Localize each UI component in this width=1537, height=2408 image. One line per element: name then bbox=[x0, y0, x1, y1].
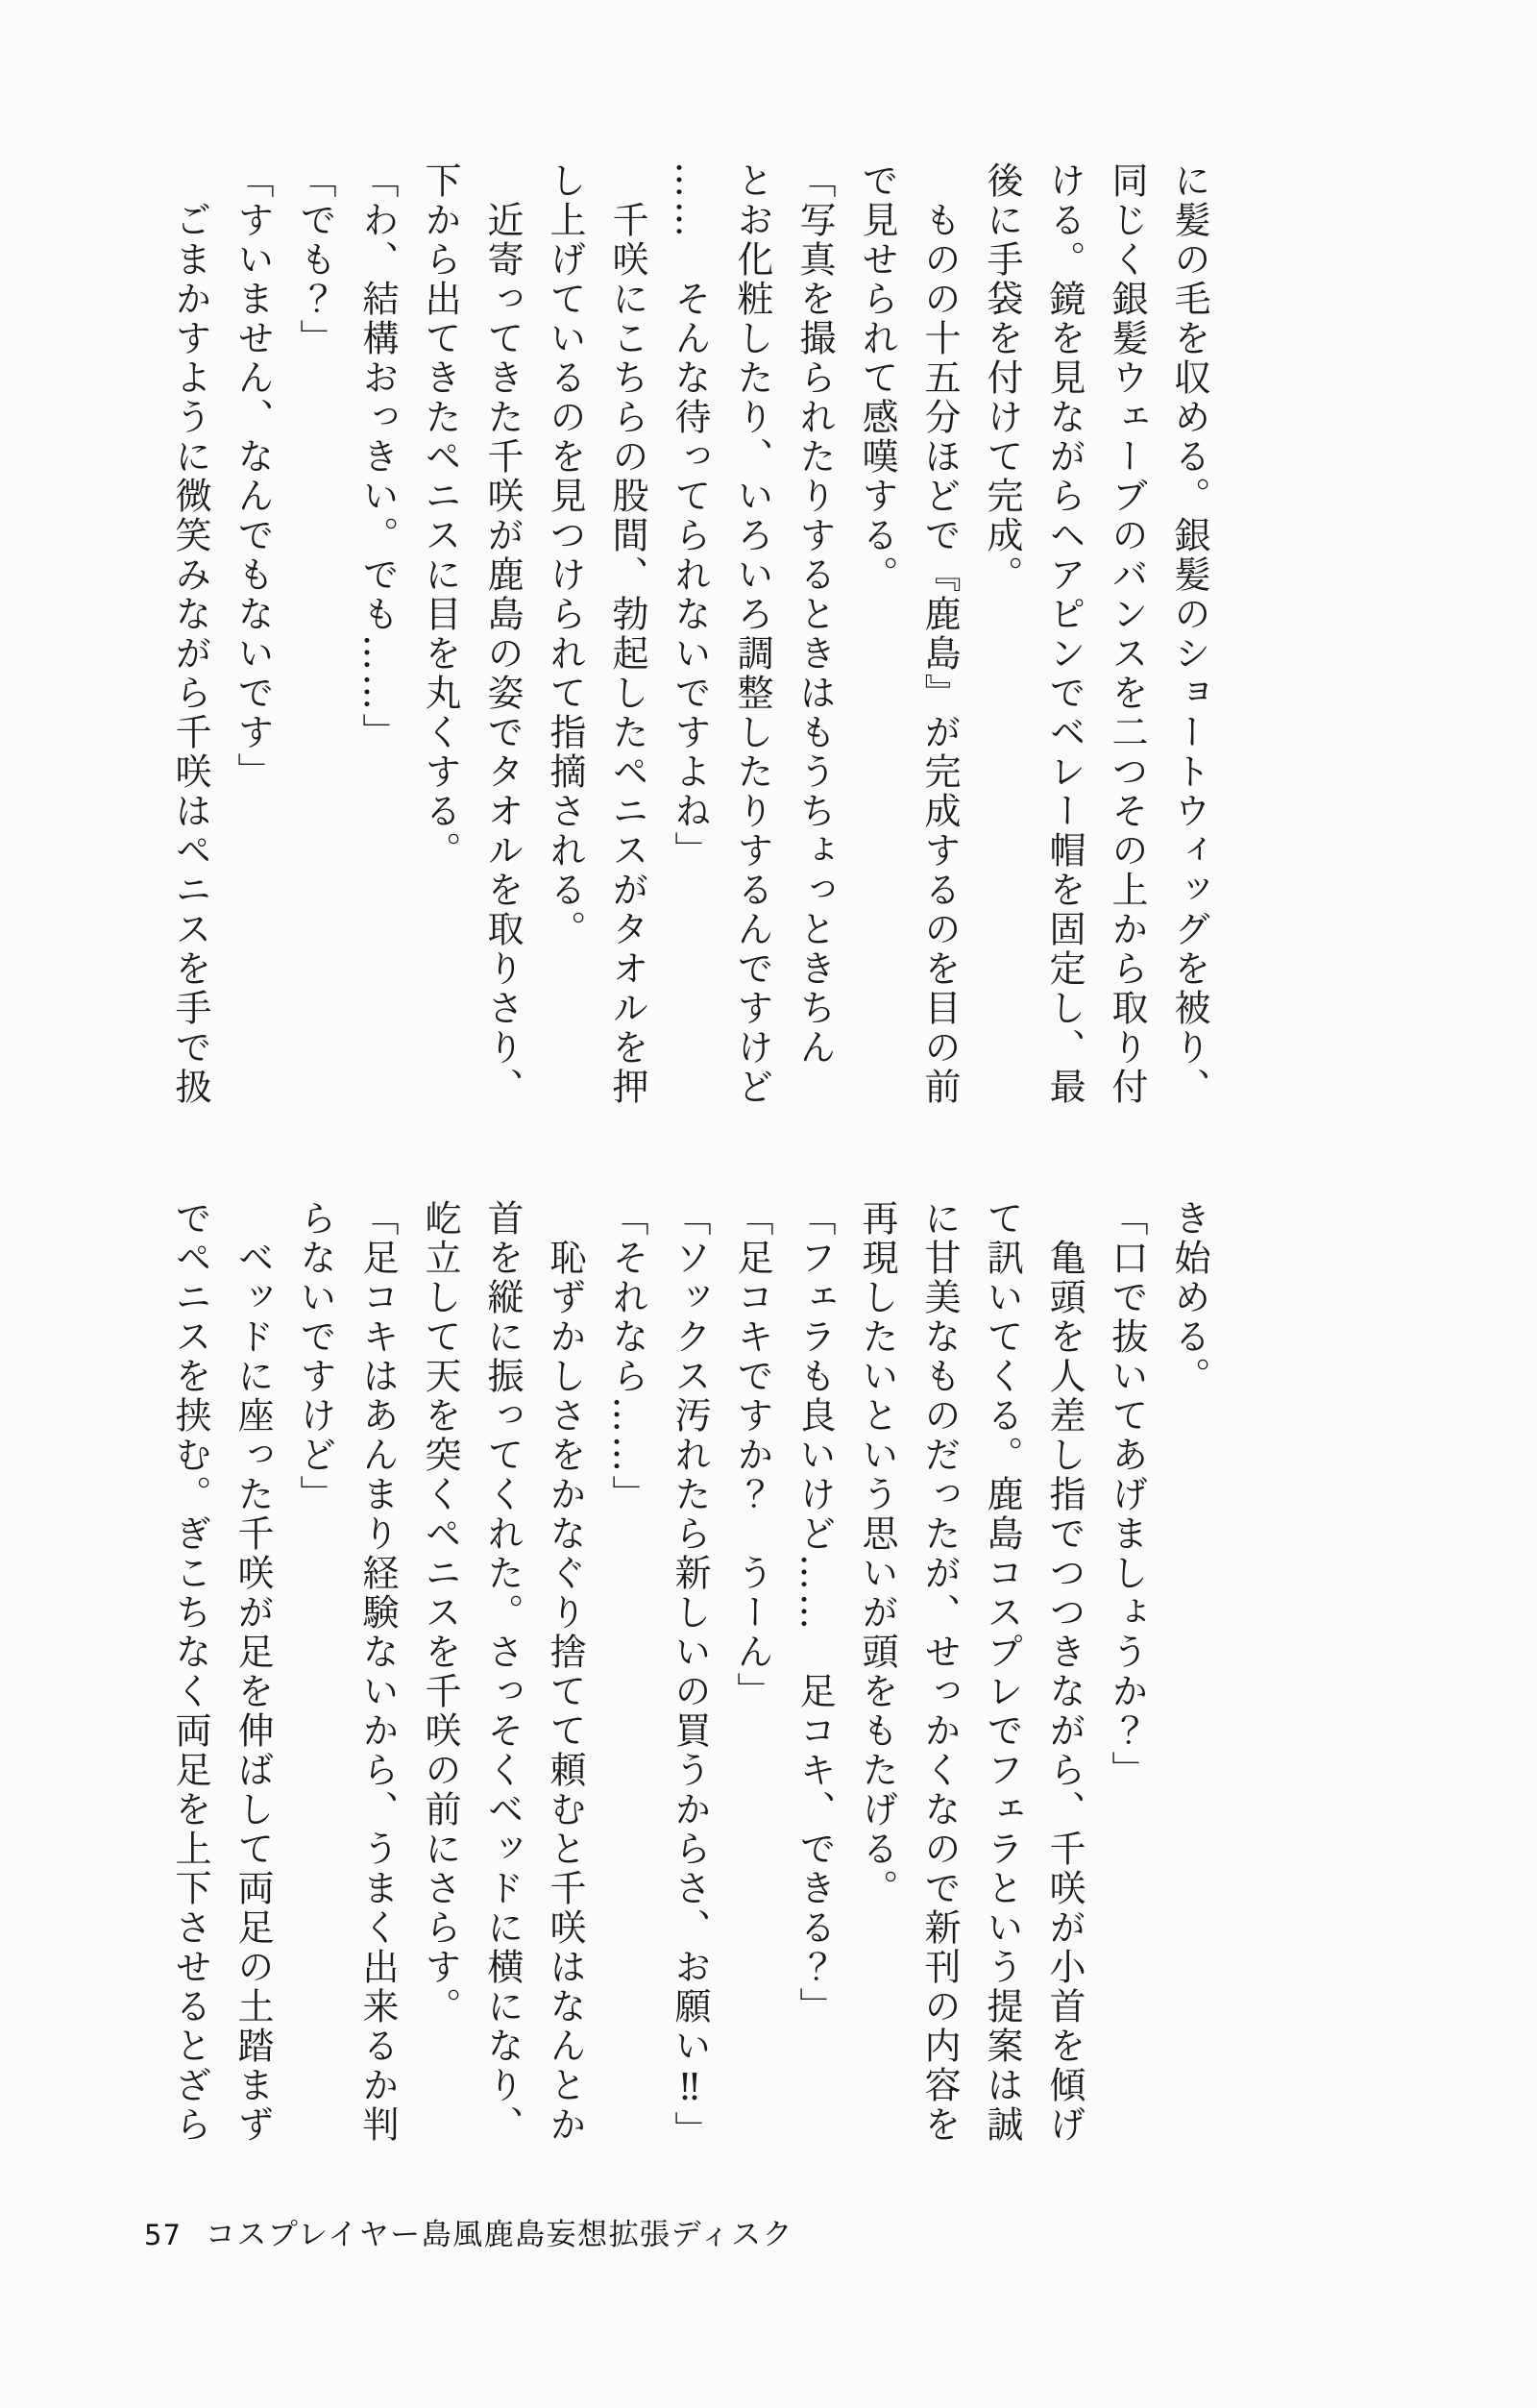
text-line: て訊いてくる。鹿島コスプレでフェラという提案は誠 bbox=[981, 1199, 1023, 2145]
page-number: 57 bbox=[144, 2219, 182, 2251]
text-line: とお化粧したり、いろいろ調整したりするんですけど bbox=[731, 161, 773, 1107]
text-line: 後に手袋を付けて完成。 bbox=[981, 161, 1023, 595]
text-line: 屹立して天を突くペニスを千咲の前にさらす。 bbox=[419, 1199, 461, 2027]
text-line: ける。鏡を見ながらヘアピンでベレー帽を固定し、最 bbox=[1043, 161, 1086, 1107]
text-line: 亀頭を人差し指でつつきながら、千咲が小首を傾げ bbox=[1043, 1199, 1086, 2145]
text-line: 「写真を撮られたりするときはもうちょっときちん bbox=[793, 161, 836, 1068]
text-line: し上げているのを見つけられて指摘される。 bbox=[544, 161, 586, 949]
text-line: 「わ、結構おっきい。でも……」 bbox=[356, 161, 399, 752]
text-block-bottom bbox=[159, 1199, 1220, 2170]
text-line: 千咲にこちらの股間、勃起したペニスがタオルを押 bbox=[606, 161, 648, 1107]
text-line: に甘美なものだったが、せっかくなので新刊の内容を bbox=[918, 1199, 961, 2145]
page-footer bbox=[144, 2210, 793, 2253]
text-block-top bbox=[159, 161, 1220, 1132]
text-line: ごまかすように微笑みながら千咲はペニスを手で扱 bbox=[169, 161, 211, 1107]
text-line: 「ソックス汚れたら新しいの買うからさ、お願い‼」 bbox=[669, 1199, 711, 2150]
text-line: ベッドに座った千咲が足を伸ばして両足の土踏まず bbox=[232, 1199, 274, 2145]
text-line: 近寄ってきた千咲が鹿島の姿でタオルを取りさり、 bbox=[481, 161, 524, 1107]
text-line: 「それなら……」 bbox=[606, 1199, 648, 1514]
text-line: 首を縦に振ってくれた。さっそくベッドに横になり、 bbox=[481, 1199, 524, 2145]
text-line: ものの十五分ほどで『鹿島』が完成するのを目の前 bbox=[918, 161, 961, 1107]
text-line: 「口で抜いてあげましょうか？」 bbox=[1106, 1199, 1148, 1790]
text-line: 下から出てきたペニスに目を丸くする。 bbox=[419, 161, 461, 871]
book-title: コスプレイヤー島風鹿島妄想拡張ディスク bbox=[205, 2218, 794, 2252]
text-line: 恥ずかしさをかなぐり捨てて頼むと千咲はなんとか bbox=[544, 1199, 586, 2145]
text-line: 同じく銀髪ウェーブのバンスを二つその上から取り付 bbox=[1106, 161, 1148, 1107]
text-line: 「足コキですか？ うーん」 bbox=[731, 1199, 773, 1711]
text-line: でペニスを挟む。ぎこちなく両足を上下させるとざら bbox=[169, 1199, 211, 2145]
text-line: 再現したいという思いが頭をもたげる。 bbox=[856, 1199, 898, 1908]
text-line: 「フェラも良いけど…… 足コキ、できる？」 bbox=[793, 1199, 836, 2027]
text-line: で見せられて感嘆する。 bbox=[856, 161, 898, 595]
text-line: に髪の毛を収める。銀髪のショートウィッグを被り、 bbox=[1168, 161, 1210, 1107]
text-line: き始める。 bbox=[1168, 1199, 1210, 1396]
text-line: らないですけど」 bbox=[294, 1199, 336, 1514]
text-line: 「足コキはあんまり経験ないから、うまく出来るか判 bbox=[356, 1199, 399, 2145]
text-line: 「すいません、なんでもないです」 bbox=[232, 161, 274, 792]
text-line: 「でも？」 bbox=[294, 161, 336, 358]
text-line: …… そんな待ってられないですよね」 bbox=[669, 161, 711, 871]
